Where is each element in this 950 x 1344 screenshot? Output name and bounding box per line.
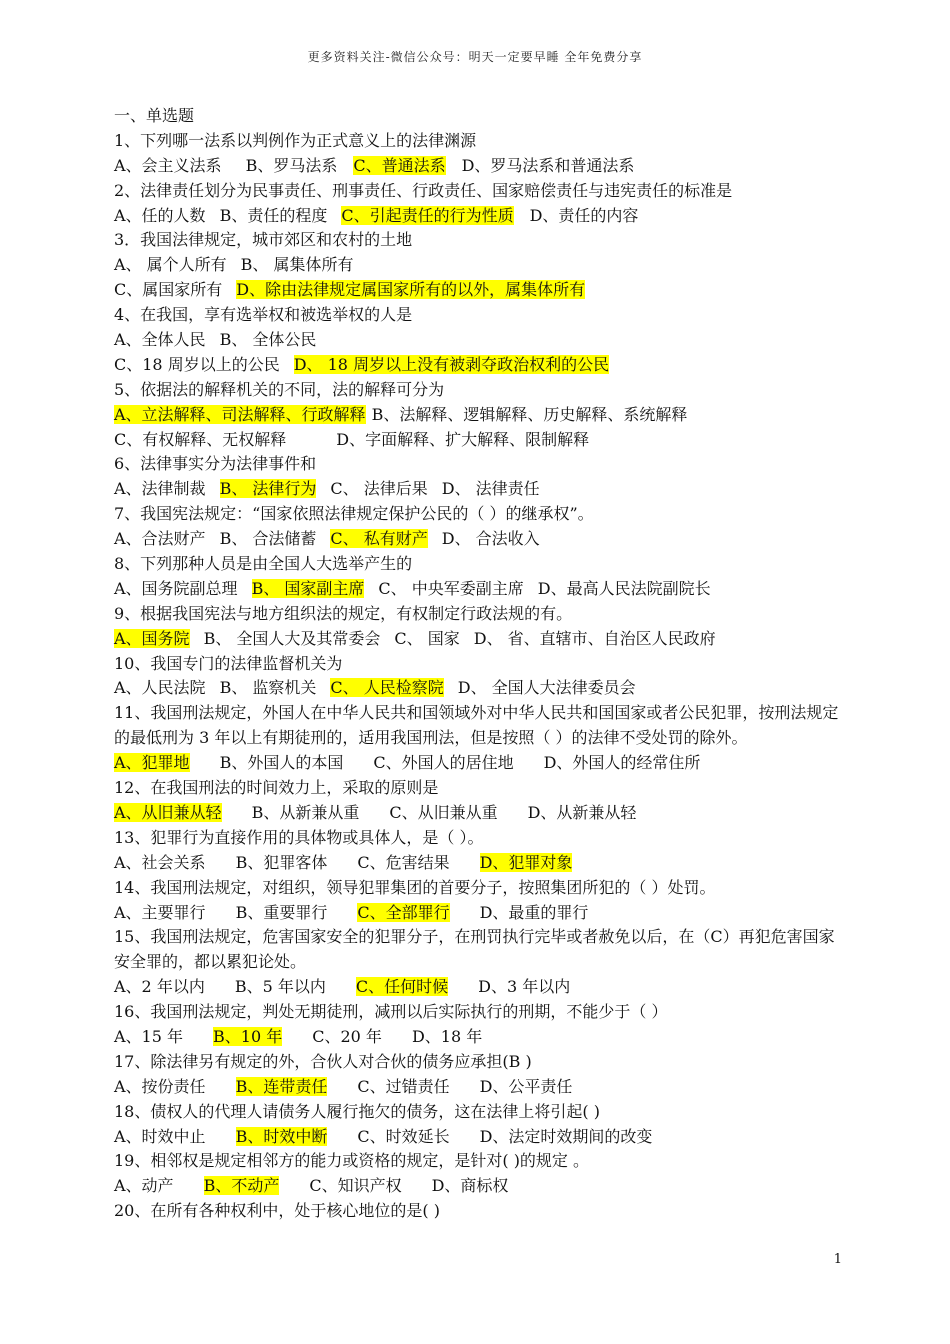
page-number: 1 bbox=[833, 1252, 842, 1267]
answer-option: C、知识产权 bbox=[309, 1176, 402, 1196]
answer-option: C、属国家所有 bbox=[114, 280, 223, 300]
answer-option: C、 法律后果 bbox=[330, 479, 428, 499]
correct-answer-option: C、 私有财产 bbox=[330, 529, 428, 549]
answer-option: B、外国人的本国 bbox=[219, 753, 344, 773]
question-list bbox=[114, 104, 844, 1224]
answer-option: A、按份责任 bbox=[114, 1076, 206, 1096]
option-line bbox=[114, 154, 844, 179]
correct-answer-option: B、连带责任 bbox=[235, 1076, 328, 1096]
answer-option: A、全体人民 bbox=[114, 330, 206, 350]
question-stem: 4、在我国，享有选举权和被选举权的人是 bbox=[114, 305, 413, 325]
answer-option: A、动产 bbox=[114, 1176, 174, 1196]
correct-answer-option: C、 人民检察院 bbox=[330, 678, 444, 698]
correct-answer-option: C、引起责任的行为性质 bbox=[341, 205, 514, 225]
question-stem: 8、下列那种人员是由全国人大选举产生的 bbox=[114, 554, 413, 574]
answer-option: A、社会关系 bbox=[114, 852, 206, 872]
question-stem: 3．我国法律规定，城市郊区和农村的土地 bbox=[114, 230, 413, 250]
answer-option: D、最高人民法院副院长 bbox=[537, 578, 711, 598]
answer-option: D、从新兼从轻 bbox=[527, 802, 637, 822]
option-line bbox=[114, 328, 844, 353]
answer-option: A、15 年 bbox=[114, 1027, 184, 1047]
answer-option: B、法解释、逻辑解释、历史解释、系统解释 bbox=[371, 404, 688, 424]
answer-option: D、商标权 bbox=[431, 1176, 509, 1196]
answer-option: C、有权解释、无权解释 bbox=[114, 429, 287, 449]
answer-option: D、罗马法系和普通法系 bbox=[461, 155, 635, 175]
answer-option: B、从新兼从重 bbox=[251, 802, 360, 822]
answer-option: A、人民法院 bbox=[114, 678, 206, 698]
correct-answer-option: A、从旧兼从轻 bbox=[114, 802, 222, 822]
option-line bbox=[114, 204, 844, 229]
answer-option: D、 全国人大法律委员会 bbox=[457, 678, 636, 698]
correct-answer-option: D、 18 周岁以上没有被剥夺政治权利的公民 bbox=[293, 354, 610, 374]
answer-option: C、 国家 bbox=[394, 628, 460, 648]
option-line bbox=[114, 253, 844, 278]
answer-option: C、20 年 bbox=[312, 1027, 382, 1047]
question-stem: 15、我国刑法规定，危害国家安全的犯罪分子，在刑罚执行完毕或者赦免以后，在（C）再犯危害国家安全罪的，都以累犯论处。 bbox=[114, 927, 835, 972]
answer-option: B、重要罪行 bbox=[235, 902, 328, 922]
answer-option: D、公平责任 bbox=[479, 1076, 573, 1096]
answer-option: A、任的人数 bbox=[114, 205, 206, 225]
answer-option: B、 全体公民 bbox=[219, 330, 317, 350]
answer-option: B、责任的程度 bbox=[219, 205, 328, 225]
question-stem: 17、除法律另有规定的外，合伙人对合伙的债务应承担(B ) bbox=[114, 1051, 532, 1071]
correct-answer-option: B、 法律行为 bbox=[219, 479, 317, 499]
option-line bbox=[114, 1075, 844, 1100]
answer-option: B、 全国人大及其常委会 bbox=[203, 628, 381, 648]
answer-option: A、法律制裁 bbox=[114, 479, 206, 499]
question-stem: 11、我国刑法规定，外国人在中华人民共和国领域外对中华人民共和国国家或者公民犯罪，按刑法规定的最低刑为 3 年以上有期徒刑的，适用我国刑法，但是按照（ ）的法律不受处罚的除外。 bbox=[114, 703, 839, 748]
answer-option: D、字面解释、扩大解释、限制解释 bbox=[336, 429, 590, 449]
option-line bbox=[114, 428, 844, 453]
option-line bbox=[114, 577, 844, 602]
answer-option: A、会主义法系 bbox=[114, 155, 222, 175]
question-stem: 6、法律事实分为法律事件和 bbox=[114, 454, 317, 474]
option-line bbox=[114, 901, 844, 926]
answer-option: A、合法财产 bbox=[114, 529, 206, 549]
answer-option: B、罗马法系 bbox=[245, 155, 338, 175]
option-line bbox=[114, 278, 844, 303]
option-line bbox=[114, 851, 844, 876]
answer-option: B、5 年以内 bbox=[234, 977, 326, 997]
answer-option: C、从旧兼从重 bbox=[389, 802, 498, 822]
answer-option: D、最重的罪行 bbox=[479, 902, 589, 922]
question-stem: 7、我国宪法规定：“国家依照法律规定保护公民的（ ）的继承权”。 bbox=[114, 504, 594, 524]
option-line bbox=[114, 1125, 844, 1150]
answer-option: D、 省、直辖市、自治区人民政府 bbox=[473, 628, 716, 648]
correct-answer-option: A、立法解释、司法解释、行政解释 bbox=[114, 404, 366, 424]
correct-answer-option: B、不动产 bbox=[203, 1176, 280, 1196]
option-line bbox=[114, 477, 844, 502]
option-line bbox=[114, 975, 844, 1000]
question-stem: 1、下列哪一法系以判例作为正式意义上的法律渊源 bbox=[114, 130, 477, 150]
option-line bbox=[114, 1174, 844, 1199]
answer-option: A、 属个人所有 bbox=[114, 255, 227, 275]
question-stem: 10、我国专门的法律监督机关为 bbox=[114, 653, 343, 673]
question-stem: 5、依据法的解释机关的不同，法的解释可分为 bbox=[114, 379, 445, 399]
question-stem: 19、相邻权是规定相邻方的能力或资格的规定，是针对( )的规定 。 bbox=[114, 1151, 590, 1171]
answer-option: D、外国人的经常住所 bbox=[543, 753, 701, 773]
answer-option: B、 合法储蓄 bbox=[219, 529, 317, 549]
answer-option: D、责任的内容 bbox=[529, 205, 639, 225]
answer-option: D、 法律责任 bbox=[441, 479, 540, 499]
answer-option: A、主要罪行 bbox=[114, 902, 206, 922]
answer-option: C、外国人的居住地 bbox=[373, 753, 514, 773]
question-stem: 18、债权人的代理人请债务人履行拖欠的债务，这在法律上将引起( ) bbox=[114, 1101, 600, 1121]
answer-option: B、 监察机关 bbox=[219, 678, 317, 698]
option-line bbox=[114, 1025, 844, 1050]
option-line bbox=[114, 751, 844, 776]
answer-option: C、18 周岁以上的公民 bbox=[114, 354, 280, 374]
question-stem: 9、根据我国宪法与地方组织法的规定，有权制定行政法规的有。 bbox=[114, 603, 573, 623]
correct-answer-option: B、10 年 bbox=[213, 1027, 283, 1047]
question-stem: 12、在我国刑法的时间效力上，采取的原则是 bbox=[114, 778, 439, 798]
option-line bbox=[114, 801, 844, 826]
answer-option: A、时效中止 bbox=[114, 1126, 206, 1146]
correct-answer-option: A、国务院 bbox=[114, 628, 190, 648]
answer-option: C、 中央军委副主席 bbox=[378, 578, 524, 598]
section-title: 一、单选题 bbox=[114, 106, 195, 125]
page-header: 更多资料关注-微信公众号：明天一定要早睡 全年免费分享 bbox=[307, 50, 643, 64]
answer-option: C、过错责任 bbox=[357, 1076, 450, 1096]
correct-answer-option: B、 国家副主席 bbox=[251, 578, 365, 598]
question-stem: 16、我国刑法规定，判处无期徒刑，减刑以后实际执行的刑期，不能少于（ ） bbox=[114, 1002, 668, 1022]
correct-answer-option: D、犯罪对象 bbox=[479, 852, 573, 872]
answer-option: B、犯罪客体 bbox=[235, 852, 328, 872]
correct-answer-option: C、全部罪行 bbox=[357, 902, 450, 922]
option-line bbox=[114, 627, 844, 652]
correct-answer-option: B、时效中断 bbox=[235, 1126, 328, 1146]
correct-answer-option: C、任何时候 bbox=[355, 977, 449, 997]
answer-option: C、危害结果 bbox=[357, 852, 450, 872]
answer-option: D、18 年 bbox=[411, 1027, 483, 1047]
question-stem: 2、法律责任划分为民事责任、刑事责任、行政责任、国家赔偿责任与违宪责任的标准是 bbox=[114, 180, 733, 200]
correct-answer-option: D、除由法律规定属国家所有的以外，属集体所有 bbox=[236, 280, 586, 300]
answer-option: C、时效延长 bbox=[357, 1126, 450, 1146]
question-stem: 13、犯罪行为直接作用的具体物或具体人，是（ ）。 bbox=[114, 827, 484, 847]
answer-option: A、2 年以内 bbox=[114, 977, 205, 997]
answer-option: D、 合法收入 bbox=[441, 529, 540, 549]
option-line bbox=[114, 527, 844, 552]
correct-answer-option: C、普通法系 bbox=[353, 155, 446, 175]
option-line bbox=[114, 403, 844, 428]
answer-option: D、3 年以内 bbox=[478, 977, 571, 997]
option-line bbox=[114, 353, 844, 378]
correct-answer-option: A、犯罪地 bbox=[114, 753, 190, 773]
question-stem: 20、在所有各种权利中，处于核心地位的是( ) bbox=[114, 1201, 440, 1221]
option-line bbox=[114, 676, 844, 701]
answer-option: B、 属集体所有 bbox=[240, 255, 354, 275]
answer-option: D、法定时效期间的改变 bbox=[479, 1126, 653, 1146]
question-stem: 14、我国刑法规定，对组织，领导犯罪集团的首要分子，按照集团所犯的（ ）处罚。 bbox=[114, 877, 716, 897]
answer-option: A、国务院副总理 bbox=[114, 578, 238, 598]
